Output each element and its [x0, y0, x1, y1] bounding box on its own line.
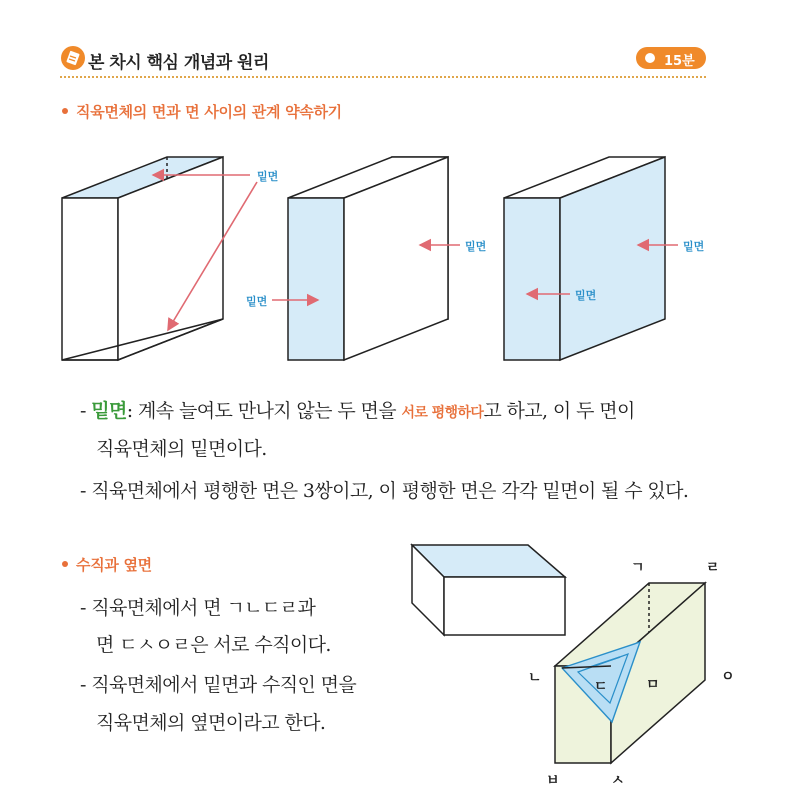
label-base-3: 밑면 [246, 295, 268, 308]
section2-bullet1-line1: - 직육면체에서 면 ㄱㄴㄷㄹ과 [80, 597, 316, 619]
vertex-n: ㄴ [528, 670, 542, 686]
section2-bullet1-line2: 면 ㄷㅅㅇㄹ은 서로 수직이다. [96, 634, 331, 656]
section2-bullet2-line2: 직육면체의 옆면이라고 한다. [96, 712, 326, 734]
section1-bullet1-line2: 직육면체의 밑면이다. [96, 438, 267, 460]
section2-bullet2-line1: - 직육면체에서 밑면과 수직인 면을 [80, 674, 357, 696]
vertex-m: ㅁ [646, 677, 660, 693]
small-box [412, 545, 565, 635]
vertex-o: ㅇ [721, 669, 735, 685]
section1-title: 직육면체의 면과 면 사이의 관계 약속하기 [62, 101, 342, 122]
section2-title: 수직과 옆면 [62, 554, 152, 575]
vertex-d: ㄷ [594, 679, 608, 695]
highlight-parallel: 서로 평행하다 [401, 405, 484, 421]
vertex-r: ㄹ [706, 560, 720, 576]
term-base: 밑면 [91, 400, 127, 422]
label-base-5: 밑면 [575, 289, 597, 302]
label-base-4: 밑면 [683, 240, 705, 253]
label-base-2: 밑면 [465, 240, 487, 253]
label-base-1: 밑면 [257, 170, 279, 183]
section1-bullet2: - 직육면체에서 평행한 면은 3쌍이고, 이 평행한 면은 각각 밑면이 될 수 있다. [80, 480, 689, 502]
vertex-s: ㅅ [611, 773, 625, 789]
vertex-g: ㄱ [631, 560, 645, 576]
section1-bullet1-line1: - 밑면: 계속 늘여도 만나지 않는 두 면을 서로 평행하다고 하고, 이 두 면이 [80, 400, 635, 422]
large-box [555, 583, 705, 763]
page-title: 본 차시 핵심 개념과 원리 [88, 53, 269, 73]
vertex-b: ㅂ [546, 773, 560, 789]
time-badge-label: 15분 [664, 54, 695, 69]
